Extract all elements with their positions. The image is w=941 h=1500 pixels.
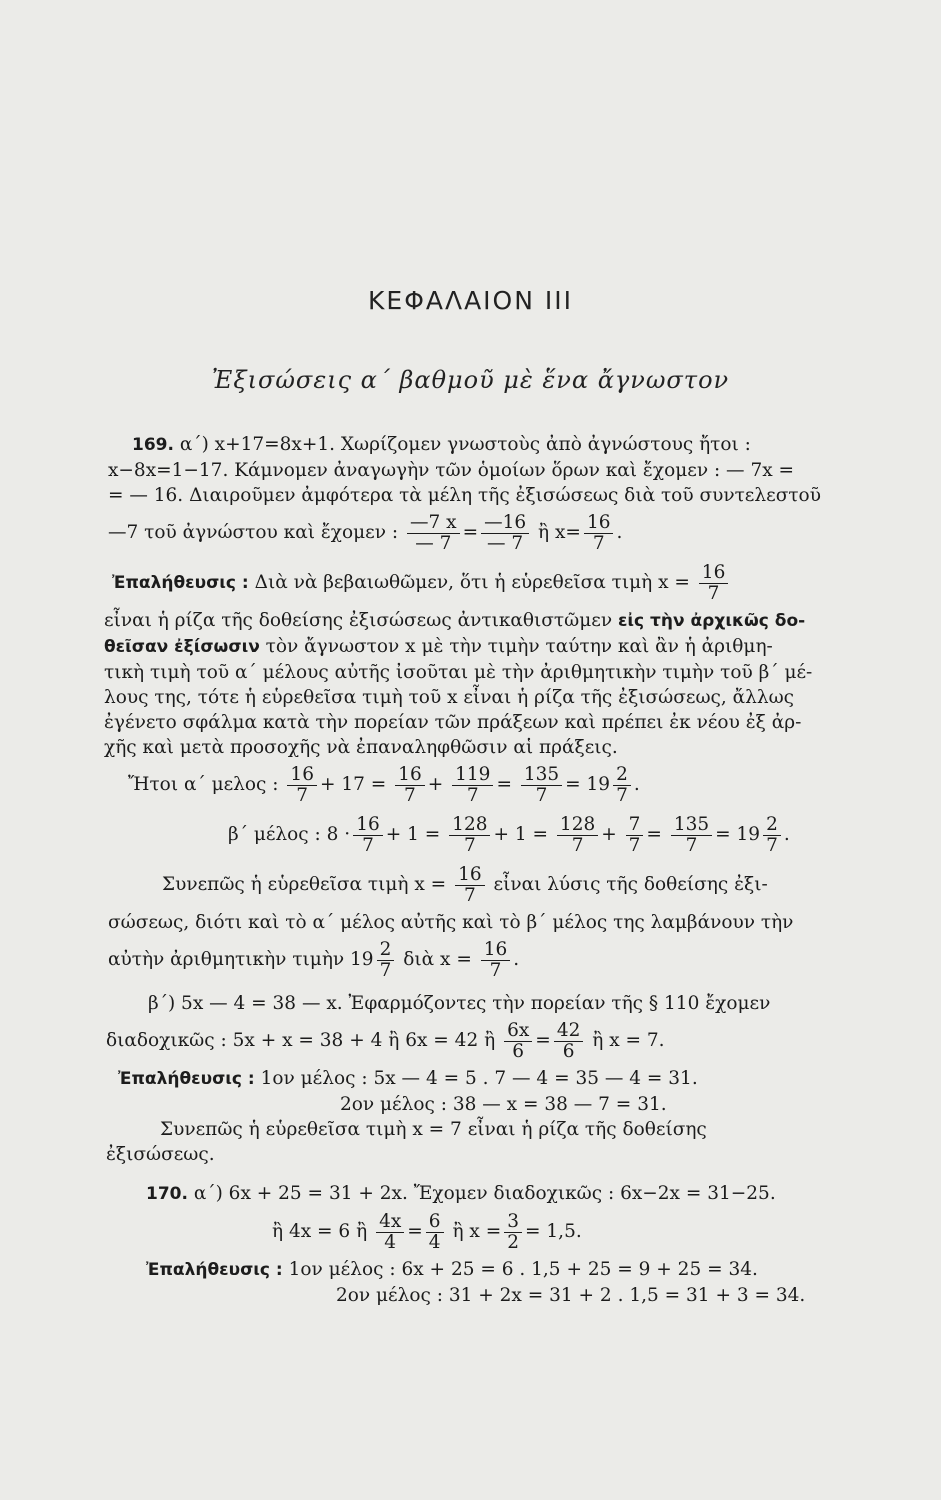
conclusion1-line-3 [108,935,902,985]
text: εἶναι λύσις τῆς δοθείσης ἐξι- [493,874,768,895]
exercise-number-169: 169. [132,435,174,455]
denominator: — 7 [415,532,452,554]
text: Ἤτοι α΄ μελος : [128,774,279,795]
verification-label: Ἐπαλήθευσις : [118,1069,255,1089]
text: = [496,774,512,795]
denominator: 7 [463,884,476,906]
text: = 19 [715,824,761,845]
denominator: 7 [685,834,698,856]
conclusion1-line-2: σώσεως, διότι καὶ τὸ α΄ μέλος αὐτῆς καὶ τὸ β΄ μέλος της λαμβάνουν τὴν [108,912,794,933]
emphasis: εἰς τὴν ἀρχικῶς δο- [617,611,806,631]
numerator: 4x [376,1212,404,1233]
numerator: 16 [287,765,317,786]
text: = 1,5. [525,1221,582,1242]
calc-member-b [228,810,902,860]
denominator: 6 [512,1040,525,1062]
text: Συνεπῶς ἡ εὑρεθεῖσα τιμὴ x = [162,874,447,895]
fraction [504,1021,532,1062]
p170-line-1 [146,1181,902,1207]
text: Διὰ νὰ βεβαιωθῶμεν, ὅτι ἡ εὑρεθεῖσα τιμὴ x = [248,572,690,593]
numerator: 2 [613,765,631,786]
numerator: —16 [481,513,529,534]
text: εἶναι ἡ ρίζα τῆς δοθείσης ἐξισώσεως ἀντικαθιστῶμεν [104,610,613,631]
denominator: 4 [384,1231,397,1253]
verify1-line-5: λους της, τότε ἡ εὑρεθεῖσα τιμὴ τοῦ x εἶναι ἡ ρίζα τῆς ἐξισώσεως, ἄλλως [104,687,795,708]
numerator: 42 [554,1021,584,1042]
denominator: 7 [628,834,641,856]
numerator: 16 [455,865,485,886]
text: = [646,824,662,845]
text: α΄) x+17=8x+1. Χωρίζομεν γνωστοὺς ἀπὸ ἀγνώστους ἤτοι : [173,434,751,455]
verify1-line-3 [104,634,902,660]
numerator: 128 [557,815,598,836]
text: + [427,774,444,795]
fraction [426,1212,444,1253]
text: 1ον μέλος : 6x + 25 = 6 . 1,5 + 25 = 9 + 25 = 34. [282,1259,758,1280]
spacer [132,1167,902,1181]
fraction [395,765,425,806]
partb-verify-2: 2ον μέλος : 38 — x = 38 — 7 = 31. [340,1094,667,1115]
text: . [513,949,520,970]
partb-conclusion-1: Συνεπῶς ἡ εὑρεθεῖσα τιμὴ x = 7 εἶναι ἡ ρίζα τῆς δοθείσης [160,1119,707,1140]
equals: = [535,1030,551,1051]
fraction [481,513,529,554]
fraction [671,815,712,856]
fraction [626,815,644,856]
verify1-line-7: χῆς καὶ μετὰ προσοχῆς νὰ ἐπαναληφθῶσιν αἱ πράξεις. [104,737,618,758]
denominator: 7 [616,784,628,806]
numerator: 16 [699,563,729,584]
text: ἢ x = 7. [592,1030,665,1051]
fraction [455,865,485,906]
p169-line-1 [132,432,902,458]
denominator: 7 [463,834,476,856]
partb-verify-1 [118,1066,902,1092]
text: ἢ x= [538,522,581,543]
numerator: 128 [449,815,490,836]
verification-label: Ἐπαλήθευσις : [146,1260,283,1280]
text: + 17 = [319,774,387,795]
numerator: 135 [671,815,712,836]
fraction [377,940,395,981]
fraction [287,765,317,806]
fraction [504,1212,522,1253]
emphasis: θεῖσαν ἐξίσωσιν [104,637,260,657]
numerator: 16 [353,815,383,836]
text: —7 τοῦ ἀγνώστου καὶ ἔχομεν : [108,522,399,543]
fraction [452,765,493,806]
section-subtitle: Ἐξισώσεις α΄ βαθμοῦ μὲ ἕνα ἄγνωστον [211,366,730,394]
text: 1ον μέλος : 5x — 4 = 5 . 7 — 4 = 35 — 4 = 31. [254,1068,698,1089]
denominator: 7 [362,834,374,856]
text: + 1 = [385,824,441,845]
denominator: 7 [296,784,309,806]
p169-line-2: x−8x=1−17. Κάμνομεν ἀναγωγὴν τῶν ὁμοίων ὅρων καὶ ἔχομεν : — 7x = [108,460,795,481]
partb-conclusion-2: ἐξισώσεως. [106,1144,215,1165]
fraction [554,1021,584,1062]
equals: = [462,522,479,543]
fraction [353,815,383,856]
numerator: 16 [481,940,511,961]
fraction [699,563,729,604]
denominator: 6 [562,1040,575,1062]
denominator: 2 [507,1231,520,1253]
denominator: 7 [404,784,416,806]
numerator: 16 [395,765,425,786]
denominator: 7 [707,582,720,604]
numerator: 16 [584,513,614,534]
equals: = [407,1221,423,1242]
verify1-line-2 [104,608,902,634]
text: ἢ 4x = 6 ἢ [272,1221,368,1242]
denominator: 7 [379,959,392,981]
partb-line-2 [106,1016,902,1066]
verification-label: Ἐπαλήθευσις : [112,573,249,593]
numerator: 2 [763,815,781,836]
denominator: 4 [428,1231,441,1253]
fraction [584,513,614,554]
fraction [521,765,562,806]
denominator: 7 [535,784,548,806]
denominator: 7 [592,532,605,554]
exercise-number-170: 170. [146,1184,188,1204]
chapter-title: ΚΕΦΑΛΑΙΟΝ III [368,286,573,315]
denominator: 7 [766,834,778,856]
numerator: 6x [504,1021,532,1042]
p170-verify-2: 2ον μέλος : 31 + 2x = 31 + 2 . 1,5 = 31 + 3 = 34. [336,1285,806,1306]
fraction [763,815,781,856]
text: α΄) 6x + 25 = 31 + 2x. Ἔχομεν διαδοχικῶς : 6x−2x = 31−25. [187,1183,776,1204]
page-body [104,432,902,1308]
denominator: 7 [466,784,479,806]
p169-line-4 [108,508,902,558]
fraction [407,513,460,554]
p169-line-3: = — 16. Διαιροῦμεν ἀμφότερα τὰ μέλη τῆς ἐξισώσεως διὰ τοῦ συντελεστοῦ [108,485,821,506]
text: . [616,522,623,543]
numerator: 2 [377,940,395,961]
text: β΄ μέλος : 8 · [228,824,351,845]
p170-line-2 [272,1207,902,1257]
denominator: 7 [489,959,502,981]
fraction [613,765,631,806]
conclusion1-line-1 [162,860,902,910]
text: τὸν ἄγνωστον x μὲ τὴν τιμὴν ταύτην καὶ ἂν ἡ ἀριθμη- [259,636,773,657]
p170-verify-1 [146,1257,902,1283]
text: + 1 = [493,824,549,845]
text: διὰ x = [403,949,472,970]
text: διαδοχικῶς : 5x + x = 38 + 4 ἢ 6x = 42 ἢ [106,1030,496,1051]
numerator: 3 [504,1212,522,1233]
numerator: 135 [521,765,562,786]
numerator: —7 x [407,513,460,534]
text: . [783,824,790,845]
verify1-line-1 [112,558,902,608]
numerator: 6 [426,1212,444,1233]
numerator: 7 [626,815,644,836]
text: . [633,774,640,795]
text: ἢ x = [452,1221,502,1242]
text: = 19 [565,774,611,795]
denominator: 7 [571,834,584,856]
fraction [449,815,490,856]
numerator: 119 [452,765,493,786]
partb-line-1: β΄) 5x — 4 = 38 — x. Ἐφαρμόζοντες τὴν πορείαν τῆς § 110 ἔχομεν [148,993,771,1014]
verify1-line-6: ἐγένετο σφάλμα κατὰ τὴν πορείαν τῶν πράξεων καὶ πρέπει ἐκ νέου ἐξ ἀρ- [104,712,802,733]
fraction [376,1212,404,1253]
text: αὐτὴν ἀριθμητικὴν τιμὴν 19 [108,949,374,970]
text: + [601,824,617,845]
verify1-line-4: τικὴ τιμὴ τοῦ α΄ μέλους αὐτῆς ἰσοῦται μὲ τὴν ἀριθμητικὴν τιμὴν τοῦ β΄ μέ- [104,662,813,683]
fraction [481,940,511,981]
denominator: — 7 [487,532,524,554]
fraction [557,815,598,856]
calc-member-a [128,760,902,810]
